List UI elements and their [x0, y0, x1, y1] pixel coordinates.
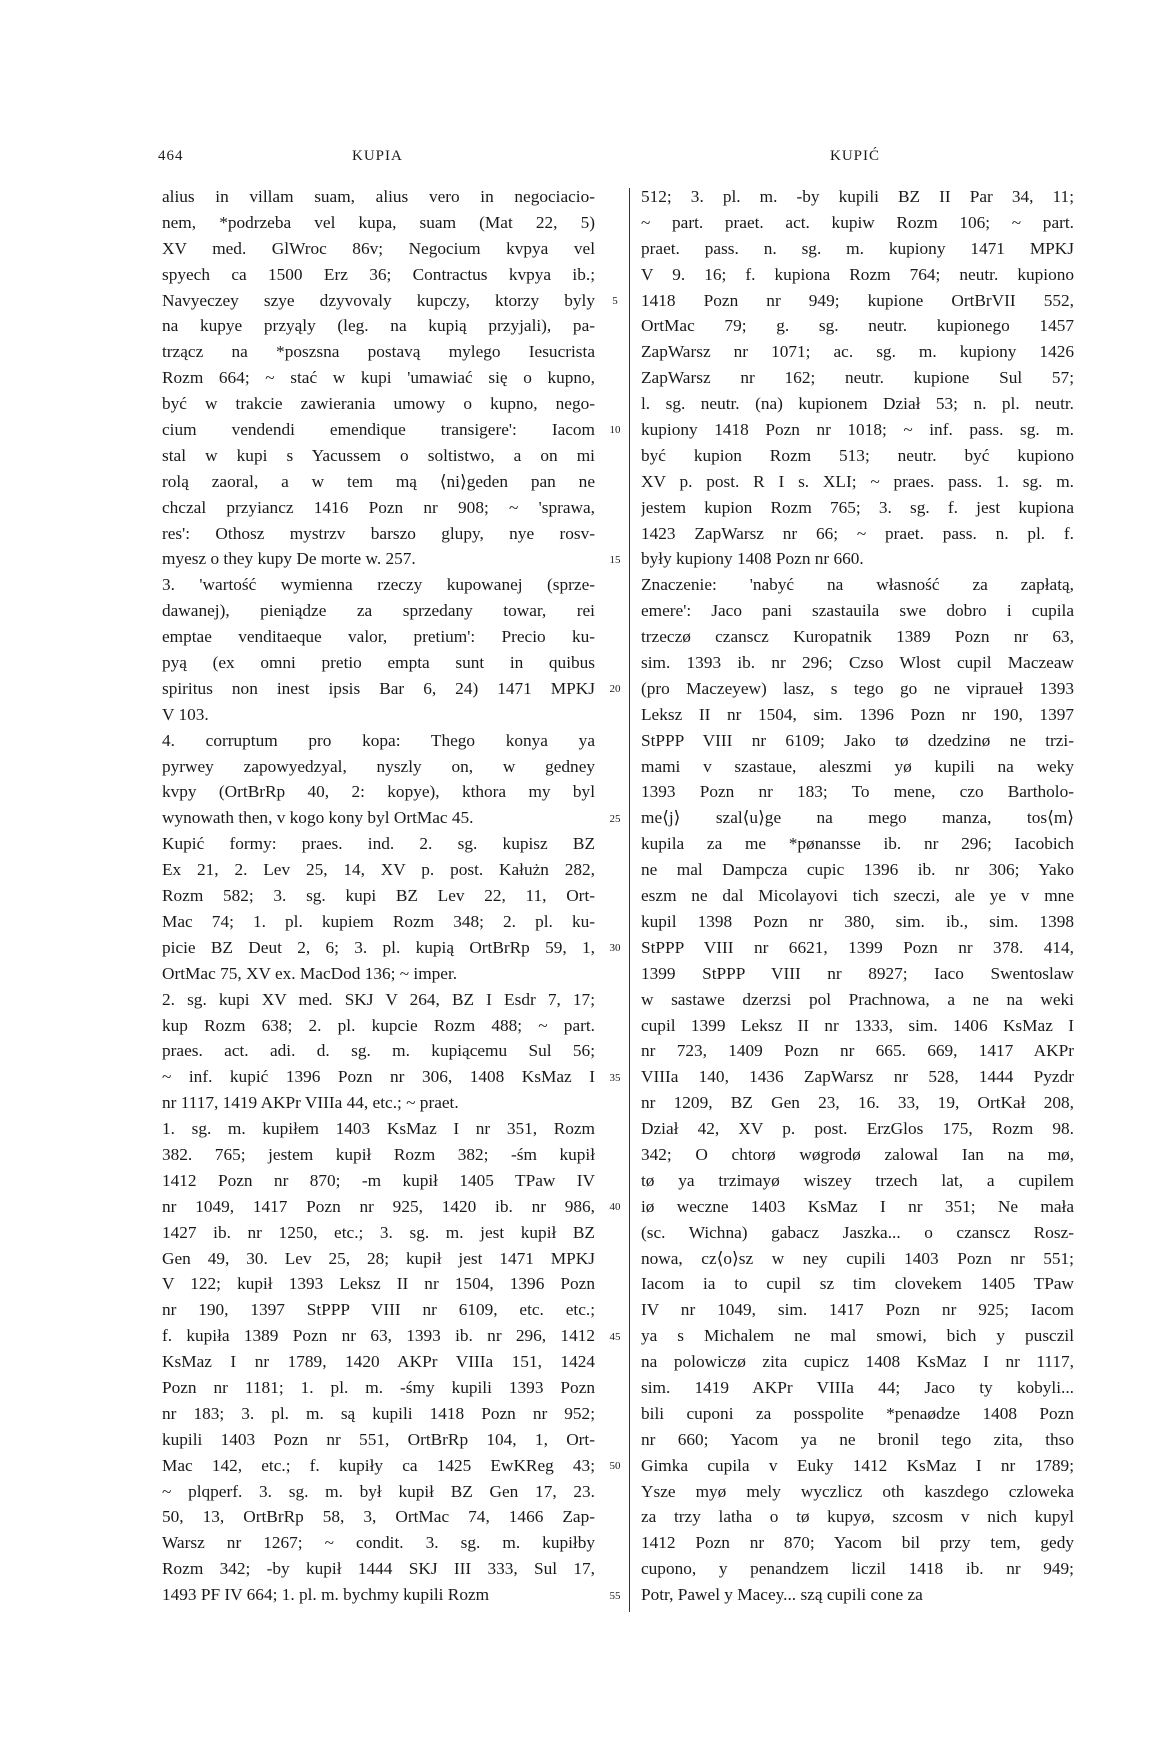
text-line: były kupiony 1408 Pozn nr 660.	[641, 549, 864, 569]
text-line: Rozm 582; 3. sg. kupi BZ Lev 22, 11, Ort-	[162, 886, 595, 906]
text-line: (pro Maczeyew) lasz, s tego go ne vipraueł 1393	[641, 678, 1074, 698]
line-number: 45	[609, 1330, 621, 1343]
text-line: 1418 Pozn nr 949; kupione OrtBrVII 552,	[641, 290, 1074, 310]
text-line: ~ part. praet. act. kupiw Rozm 106; ~ part.	[641, 212, 1074, 232]
text-line: bili cuponi za posspolite *penaødze 1408 Pozn	[641, 1403, 1074, 1423]
text-line: nr 183; 3. pl. m. są kupili 1418 Pozn nr 952;	[162, 1403, 595, 1423]
text-line: spyech ca 1500 Erz 36; Contractus kvpya ib.;	[162, 264, 595, 284]
right-headword: KUPIĆ	[830, 148, 881, 164]
text-line: me⟨j⟩ szal⟨u⟩ge na mego manza, tos⟨m⟩	[641, 808, 1074, 828]
text-line: Iacom ia to cupil sz tim clovekem 1405 TPaw	[641, 1274, 1074, 1294]
right-text-column	[641, 184, 1074, 1608]
text-line: kupili 1403 Pozn nr 551, OrtBrRp 104, 1, Ort-	[162, 1429, 595, 1449]
text-line: 1412 Pozn nr 870; -m kupił 1405 TPaw IV	[162, 1170, 595, 1190]
text-line: na kupye przyąly (leg. na kupią przyjali), pa-	[162, 316, 595, 336]
text-line: 2. sg. kupi XV med. SKJ V 264, BZ I Esdr 7, 17;	[162, 989, 595, 1009]
text-line: myesz o they kupy De morte w. 257.	[162, 549, 416, 569]
text-line: praet. pass. n. sg. m. kupiony 1471 MPKJ	[641, 238, 1074, 258]
text-line: pyrwey zapowyedzyal, nyszly on, w gedney	[162, 756, 595, 776]
text-line: mami v szastaue, aleszmi yø kupili na weky	[641, 756, 1074, 776]
line-number: 50	[609, 1460, 621, 1473]
text-line: IV nr 1049, sim. 1417 Pozn nr 925; Iacom	[641, 1300, 1074, 1320]
text-line: OrtMac 75, XV ex. MacDod 136; ~ imper.	[162, 963, 458, 983]
line-number: 40	[609, 1201, 621, 1214]
text-line: VIIIa 140, 1436 ZapWarsz nr 528, 1444 Pyzdr	[641, 1067, 1074, 1087]
text-line: Pozn nr 1181; 1. pl. m. -śmy kupili 1393 Pozn	[162, 1377, 595, 1397]
text-line: kup Rozm 638; 2. pl. kupcie Rozm 488; ~ part.	[162, 1015, 595, 1035]
text-line: 3. 'wartość wymienna rzeczy kupowanej (sprze-	[162, 575, 595, 595]
text-line: l. sg. neutr. (na) kupionem Dział 53; n. pl. neutr.	[641, 394, 1074, 414]
text-line: jestem kupion Rozm 765; 3. sg. f. jest kupiona	[641, 497, 1074, 517]
text-line: emere': Jaco pani szastauila swe dobro i cupila	[641, 601, 1074, 621]
text-line: Kupić formy: praes. ind. 2. sg. kupisz BZ	[162, 834, 595, 854]
text-line: XV p. post. R I s. XLI; ~ praes. pass. 1. sg. m.	[641, 471, 1074, 491]
text-line: dawanej), pieniądze za sprzedany towar, rei	[162, 601, 595, 621]
text-line: StPPP VIII nr 6109; Jako tø dzedzinø ne trzi-	[641, 730, 1074, 750]
text-line: ~ plqperf. 3. sg. m. był kupił BZ Gen 17, 23.	[162, 1481, 595, 1501]
text-line: rolą zaoral, a w tem mą ⟨ni⟩geden pan ne	[162, 471, 595, 491]
text-line: 1399 StPPP VIII nr 8927; Iaco Swentoslaw	[641, 963, 1074, 983]
text-line: cium vendendi emendique transigere': Iacom	[162, 420, 595, 440]
text-line: XV med. GlWroc 86v; Negocium kvpya vel	[162, 238, 595, 258]
text-line: 1427 ib. nr 1250, etc.; 3. sg. m. jest kupił BZ	[162, 1222, 595, 1242]
text-line: KsMaz I nr 1789, 1420 AKPr VIIIa 151, 1424	[162, 1352, 595, 1372]
text-line: kupil 1398 Pozn nr 380, sim. ib., sim. 1398	[641, 911, 1074, 931]
text-line: na polowiczø zita cupicz 1408 KsMaz I nr 1117,	[641, 1352, 1074, 1372]
text-line: ZapWarsz nr 1071; ac. sg. m. kupiony 1426	[641, 342, 1074, 362]
text-line: f. kupiła 1389 Pozn nr 63, 1393 ib. nr 296, 1412	[162, 1326, 595, 1346]
line-number: 20	[609, 683, 621, 696]
text-line: (sc. Wichna) gabacz Jaszka... o czanscz Rosz-	[641, 1222, 1074, 1242]
line-number: 15	[609, 553, 621, 566]
text-line: kvpy (OrtBrRp 40, 2: kopye), kthora my byl	[162, 782, 595, 802]
text-line: Navyeczey szye dzyvovaly kupczy, ktorzy byly	[162, 290, 595, 310]
text-line: alius in villam suam, alius vero in negociacio-	[162, 187, 595, 206]
text-line: 382. 765; jestem kupił Rozm 382; -śm kupił	[162, 1144, 595, 1164]
text-line: 512; 3. pl. m. -by kupili BZ II Par 34, 11;	[641, 187, 1074, 206]
text-line: ZapWarsz nr 162; neutr. kupione Sul 57;	[641, 368, 1074, 388]
text-line: 4. corruptum pro kopa: Thego konya ya	[162, 730, 595, 750]
text-line: 1. sg. m. kupiłem 1403 KsMaz I nr 351, Rozm	[162, 1119, 595, 1139]
text-line: praes. act. adi. d. sg. m. kupiącemu Sul 56;	[162, 1041, 595, 1061]
text-line: iø weczne 1403 KsMaz I nr 351; Ne mała	[641, 1196, 1074, 1216]
text-line: 342; O chtorø wøgrodø zalowal Ian na mø,	[641, 1144, 1074, 1164]
text-line: Leksz II nr 1504, sim. 1396 Pozn nr 190, 1397	[641, 704, 1074, 724]
text-line: Rozm 664; ~ stać w kupi 'umawiać się o kupno,	[162, 368, 595, 388]
text-line: V 9. 16; f. kupiona Rozm 764; neutr. kupiono	[641, 264, 1074, 284]
page-number: 464	[158, 148, 184, 164]
text-line: nr 1209, BZ Gen 23, 16. 33, 19, OrtKał 208,	[641, 1093, 1074, 1113]
text-line: nem, *podrzeba vel kupa, suam (Mat 22, 5)	[162, 212, 595, 232]
text-line: Dział 42, XV p. post. ErzGlos 175, Rozm 98.	[641, 1119, 1074, 1139]
text-line: kupiony 1418 Pozn nr 1018; ~ inf. pass. sg. m.	[641, 420, 1074, 440]
text-line: Gimka cupila v Euky 1412 KsMaz I nr 1789;	[641, 1455, 1074, 1475]
text-line: nowa, cz⟨o⟩sz w ney cupili 1403 Pozn nr 551;	[641, 1248, 1074, 1268]
text-line: Znaczenie: 'nabyć na własność za zapłatą,	[641, 575, 1074, 595]
text-line: StPPP VIII nr 6621, 1399 Pozn nr 378. 414,	[641, 937, 1074, 957]
text-line: ya s Michalem ne mal smowi, bich y pusczil	[641, 1326, 1074, 1346]
text-line: wynowath then, v kogo kony byl OrtMac 45.	[162, 808, 474, 828]
text-line: trząсz na *poszsna postavą mylego Iesucrista	[162, 342, 595, 362]
line-number: 30	[609, 942, 621, 955]
text-line: być kupion Rozm 513; neutr. być kupiono	[641, 445, 1074, 465]
text-line: Potr, Pawel y Macey... szą cupili cone za	[641, 1585, 923, 1605]
text-line: res': Othosz mystrzv barszo glupy, nye rosv-	[162, 523, 595, 543]
text-line: Gen 49, 30. Lev 25, 28; kupił jest 1471 MPKJ	[162, 1248, 595, 1268]
text-line: V 122; kupił 1393 Leksz II nr 1504, 1396 Pozn	[162, 1274, 595, 1294]
text-line: 1423 ZapWarsz nr 66; ~ praet. pass. n. pl. f.	[641, 523, 1074, 543]
text-line: picie BZ Deut 2, 6; 3. pl. kupią OrtBrRp 59, 1,	[162, 937, 595, 957]
text-line: spiritus non inest ipsis Bar 6, 24) 1471 MPKJ	[162, 678, 595, 698]
text-line: ne mal Dampcza cupic 1396 ib. nr 306; Yako	[641, 860, 1074, 880]
left-headword: KUPIA	[352, 148, 403, 164]
text-line: eszm ne dal Micolayovi tich szeczi, ale ye v mne	[641, 886, 1074, 906]
text-line: trzeczø czanscz Kuropatnik 1389 Pozn nr 63,	[641, 627, 1074, 647]
line-number: 35	[609, 1071, 621, 1084]
line-number: 10	[609, 424, 621, 437]
text-line: Mac 142, etc.; f. kupiły ca 1425 EwKReg 43;	[162, 1455, 595, 1475]
text-line: sim. 1393 ib. nr 296; Czso Wlost cupil Maczeaw	[641, 653, 1074, 673]
text-line: tø ya trzimayø wiszey trzech lat, a cupilem	[641, 1170, 1074, 1190]
text-line: 1493 PF IV 664; 1. pl. m. bychmy kupili Rozm	[162, 1585, 490, 1605]
running-head	[0, 148, 1163, 172]
text-line: chczal przyiancz 1416 Pozn nr 908; ~ 'sprawa,	[162, 497, 595, 517]
left-text-column	[162, 184, 595, 1608]
text-line: być w trakcie zawierania umowy o kupno, nego-	[162, 394, 595, 414]
text-line: OrtMac 79; g. sg. neutr. kupionego 1457	[641, 316, 1074, 336]
text-line: za trzy latha o tø kupyø, szcosm v nich kupyl	[641, 1507, 1074, 1527]
text-line: 50, 13, OrtBrRp 58, 3, OrtMac 74, 1466 Zap-	[162, 1507, 595, 1527]
text-line: nr 723, 1409 Pozn nr 665. 669, 1417 AKPr	[641, 1041, 1074, 1061]
line-number: 25	[609, 812, 621, 825]
text-line: ~ inf. kupić 1396 Pozn nr 306, 1408 KsMaz I	[162, 1067, 595, 1087]
text-line: Ysze myø mely wyczlicz oth kaszdego czloweka	[641, 1481, 1074, 1501]
text-line: w sastawe dzerzsi pol Prachnowa, a ne na weki	[641, 989, 1074, 1009]
text-line: cupono, y penandzem liczil 1418 ib. nr 949;	[641, 1559, 1074, 1579]
text-line: nr 1117, 1419 AKPr VIIIa 44, etc.; ~ praet.	[162, 1093, 459, 1113]
text-line: Warsz nr 1267; ~ condit. 3. sg. m. kupiłby	[162, 1533, 595, 1553]
text-line: nr 660; Yacom ya ne bronil tego zita, thso	[641, 1429, 1074, 1449]
text-line: Mac 74; 1. pl. kupiem Rozm 348; 2. pl. ku-	[162, 911, 595, 931]
text-line: nr 1049, 1417 Pozn nr 925, 1420 ib. nr 986,	[162, 1196, 595, 1216]
text-line: V 103.	[162, 704, 209, 724]
text-line: cupil 1399 Leksz II nr 1333, sim. 1406 KsMaz I	[641, 1015, 1074, 1035]
column-divider	[629, 188, 630, 1612]
line-number: 5	[612, 294, 618, 307]
text-line: Ex 21, 2. Lev 25, 14, XV p. post. Kałużn 282,	[162, 860, 595, 880]
line-number: 55	[609, 1589, 621, 1602]
text-line: pyą (ex omni pretio empta sunt in quibus	[162, 653, 595, 673]
text-line: Rozm 342; -by kupił 1444 SKJ III 333, Sul 17,	[162, 1559, 595, 1579]
text-line: sim. 1419 AKPr VIIIa 44; Jaco ty kobyli...	[641, 1377, 1074, 1397]
text-line: kupila za me *pønansse ib. nr 296; Iacobich	[641, 834, 1074, 854]
text-line: nr 190, 1397 StPPP VIII nr 6109, etc. etc.;	[162, 1300, 595, 1320]
text-line: 1393 Pozn nr 183; To mene, czo Bartholo-	[641, 782, 1074, 802]
text-line: 1412 Pozn nr 870; Yacom bil przy tem, gedy	[641, 1533, 1074, 1553]
text-line: emptae venditaeque valor, pretium': Precio ku-	[162, 627, 595, 647]
text-line: stal w kupi s Yacussem o soltistwo, a on mi	[162, 445, 595, 465]
